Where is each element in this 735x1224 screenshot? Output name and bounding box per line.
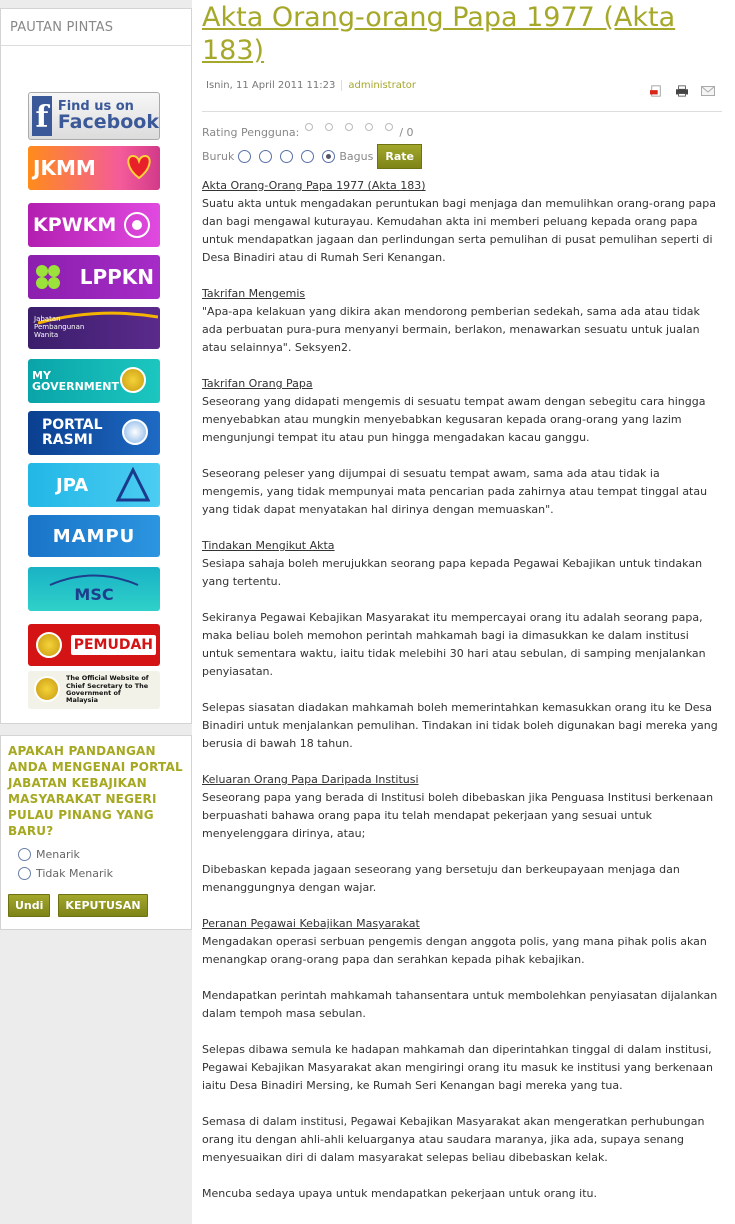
results-button[interactable]: KEPUTUSAN — [58, 894, 147, 917]
article-paragraph — [202, 537, 722, 591]
portal-rasmi-label: PORTAL RASMI — [42, 417, 103, 448]
rating-radio-2[interactable] — [259, 150, 272, 163]
section-text: "Apa-apa kelakuan yang dikira akan mendorong pemberian sedekah, sama ada atau tidak ada perbuatan pura-pura menyanyi bermain, berlakon, menawarkan sesuatu untuk jualan atau selainnya". Seksyen2. — [202, 305, 700, 354]
rating-radio-5[interactable] — [322, 150, 335, 163]
quick-links-panel — [0, 8, 192, 724]
rating-star-icon — [325, 123, 333, 131]
facebook-line1: Find us on — [57, 99, 134, 114]
section-text: Sesiapa sahaja boleh merujukkan seorang papa kepada Pegawai Kebajikan untuk tindakan yang tertentu. — [202, 557, 703, 588]
article-date: Isnin, 11 April 2011 11:23 — [206, 79, 336, 91]
chief-crest-icon — [34, 676, 60, 702]
msc-label: MSC — [74, 584, 114, 604]
mygovernment-label: MY GOVERNMENT — [32, 369, 119, 393]
rating-star-icon — [345, 123, 353, 131]
rating-radio-3[interactable] — [280, 150, 293, 163]
user-rating — [202, 124, 735, 169]
quick-links-title: PAUTAN PINTAS — [1, 9, 191, 46]
poll-panel — [0, 735, 192, 930]
rating-high-label: Bagus — [339, 150, 374, 163]
jkmm-banner[interactable] — [28, 146, 160, 190]
jpa-logo-icon — [116, 467, 150, 503]
portal-rasmi-banner[interactable] — [28, 411, 160, 455]
rating-low-label: Buruk — [202, 150, 235, 163]
mampu-banner[interactable] — [28, 515, 160, 557]
section-text: Mengadakan operasi serbuan pengemis dengan anggota polis, yang mana pihak polis akan menangkap orang-orang papa dan serahkan kepada pihak kebajikan. — [202, 935, 707, 966]
chief-secretary-label: The Official Website of Chief Secretary to The Government of Malaysia — [66, 674, 149, 705]
poll-radio[interactable] — [18, 848, 31, 861]
vote-button[interactable]: Undi — [8, 894, 50, 917]
mampu-label: MAMPU — [52, 525, 136, 547]
section-heading: Takrifan Mengemis — [202, 287, 306, 300]
section-text: Dibebaskan kepada jagaan seseorang yang bersetuju dan berkeupayaan menjaga dan menanggungnya dengan wajar. — [202, 863, 680, 894]
print-icon[interactable] — [675, 85, 689, 97]
poll-question: APAKAH PANDANGAN ANDA MENGENAI PORTAL JABATAN KEBAJIKAN MASYARAKAT NEGERI PULAU PINANG YANG BARU? — [8, 744, 183, 838]
lppkn-banner[interactable] — [28, 255, 160, 299]
rating-star-icon — [385, 123, 393, 131]
section-text: Seseorang yang didapati mengemis di sesuatu tempat awam dengan sebegitu cara hingga menyebabkan atau mungkin menyebabkan kegusaran kepada orang-orang yang lazim mengunjungi tempat itu atau pun hingga mengadakan kacau ganggu. — [202, 395, 706, 444]
article-paragraph — [202, 1041, 722, 1095]
section-text: Suatu akta untuk mengadakan peruntukan bagi menjaga dan memulihkan orang-orang papa dan bagi mengawal kuturayau. Kemudahan akta ini memberi peluang kepada orang papa untuk mendapatkan jagaan dan perlindungan serta pemulihan di pusat pemulihan seperti di Desa Binadiri atau di Rumah Seri Kenangan. — [202, 197, 716, 264]
chief-secretary-banner[interactable] — [28, 671, 160, 709]
section-heading: Tindakan Mengikut Akta — [202, 539, 335, 552]
pdf-icon[interactable] — [649, 85, 663, 97]
facebook-f-icon: f — [32, 96, 52, 136]
article-paragraph — [202, 861, 722, 897]
article-paragraph — [202, 987, 722, 1023]
mygovernment-banner[interactable] — [28, 359, 160, 403]
poll-radio[interactable] — [18, 867, 31, 880]
kpwkm-logo-icon — [120, 207, 154, 243]
jpw-label: Jabatan Pembangunan Wanita — [34, 315, 85, 339]
rating-radio-4[interactable] — [301, 150, 314, 163]
section-text: Seseorang papa yang berada di Institusi boleh dibebaskan jika Penguasa Institusi berkenaan berpuashati bahawa orang papa itu telah mendapat pekerjaan yang sesuai untuk menyelenggara dirinya, atau; — [202, 791, 714, 840]
article-paragraph — [202, 375, 722, 447]
kpwkm-banner[interactable] — [28, 203, 160, 247]
pemudah-banner[interactable] — [28, 624, 160, 666]
msc-banner[interactable] — [28, 567, 160, 611]
section-text: Sekiranya Pegawai Kebajikan Masyarakat itu mempercayai orang itu adalah seorang papa, maka beliau boleh memohon perintah mahkamah bagi ia dimasukkan ke dalam institusi untuk sementara waktu, iaitu tidak melebihi 30 hari atau sebulan, di samping menjalankan penyiasatan. — [202, 611, 706, 678]
section-text: Seseorang peleser yang dijumpai di sesuatu tempat awam, sama ada atau tidak ia mengemis, yang tidak mempunyai mata pencarian pada zahirnya atau tempat tinggal atau yang tidak dapat menyatakan hal dirinya dengan memuaskan". — [202, 467, 708, 516]
email-icon[interactable] — [701, 85, 715, 97]
sidebar — [0, 8, 192, 930]
article-author: administrator — [341, 80, 416, 91]
jkmm-label: JKMM — [33, 156, 96, 180]
article-title[interactable]: Akta Orang-orang Papa 1977 (Akta 183) — [202, 2, 676, 66]
article-tools — [649, 85, 715, 97]
main-content — [192, 0, 735, 1224]
section-heading: Akta Orang-Orang Papa 1977 (Akta 183) — [202, 179, 426, 192]
rating-score: / 0 — [399, 125, 414, 139]
article-paragraph — [202, 465, 722, 519]
rating-label: Rating Pengguna: — [202, 125, 300, 139]
poll-option-menarik[interactable] — [18, 848, 184, 861]
section-text: Semasa di dalam institusi, Pegawai Kebajikan Masyarakat akan mengeratkan perhubungan orang itu dengan ahli-ahli keluarganya atau saudara maranya, jika ada, supaya senang menyesuaikan diri di dalam masyarakat selepas beliau dibebaskan kelak. — [202, 1115, 705, 1164]
section-text: Selepas siasatan diadakan mahkamah boleh memerintahkan kemasukkan orang itu ke Desa Binadiri untuk menjalankan pemulihan. Tindakan ini tidak boleh digunakan bagi mereka yang berusia di bawah 18 tahun. — [202, 701, 718, 750]
article-paragraph — [202, 771, 722, 843]
section-heading: Peranan Pegawai Kebajikan Masyarakat — [202, 917, 420, 930]
pemudah-label: PEMUDAH — [71, 635, 156, 655]
rating-radio-1[interactable] — [238, 150, 251, 163]
penang-crest-icon — [122, 419, 148, 445]
article-body — [202, 177, 722, 1203]
facebook-banner[interactable] — [28, 92, 160, 140]
poll-option-label: Tidak Menarik — [36, 867, 113, 880]
article-paragraph — [202, 177, 722, 267]
meta-divider — [202, 111, 722, 112]
jpw-banner[interactable] — [28, 307, 160, 349]
facebook-line2: Facebook — [57, 111, 159, 133]
section-text: Selepas dibawa semula ke hadapan mahkamah dan diperintahkan tinggal di dalam institusi, Pegawai Kebajikan Masyarakat akan mengiringi orang itu masuk ke institusi yang berkenaan iaitu Desa Binadiri Mersing, ke Rumah Seri Kenangan bagi mereka yang tua. — [202, 1043, 713, 1092]
rating-star-icon — [305, 123, 313, 131]
section-heading: Takrifan Orang Papa — [202, 377, 313, 390]
poll-option-label: Menarik — [36, 848, 80, 861]
jpa-banner[interactable] — [28, 463, 160, 507]
rate-button[interactable]: Rate — [377, 144, 422, 169]
article-paragraph — [202, 1185, 722, 1203]
kpwkm-label: KPWKM — [33, 214, 117, 236]
jpa-label: JPA — [56, 474, 89, 496]
section-text: Mencuba sedaya upaya untuk mendapatkan pekerjaan untuk orang itu. — [202, 1187, 597, 1200]
lppkn-label: LPPKN — [79, 265, 154, 289]
section-heading: Keluaran Orang Papa Daripada Institusi — [202, 773, 419, 786]
pemudah-crest-icon — [36, 632, 62, 658]
coat-of-arms-icon — [120, 367, 146, 393]
article-paragraph — [202, 1113, 722, 1167]
rating-star-icon — [365, 123, 373, 131]
section-text: Mendapatkan perintah mahkamah tahansentara untuk membolehkan penyiasatan dijalankan dalam tempoh masa sebulan. — [202, 989, 718, 1020]
poll-option-tidak-menarik[interactable] — [18, 867, 184, 880]
article-paragraph — [202, 609, 722, 681]
lppkn-logo-icon — [32, 261, 64, 293]
article-paragraph — [202, 285, 722, 357]
article-paragraph — [202, 915, 722, 969]
article-paragraph — [202, 699, 722, 753]
heart-logo-icon — [124, 152, 154, 180]
